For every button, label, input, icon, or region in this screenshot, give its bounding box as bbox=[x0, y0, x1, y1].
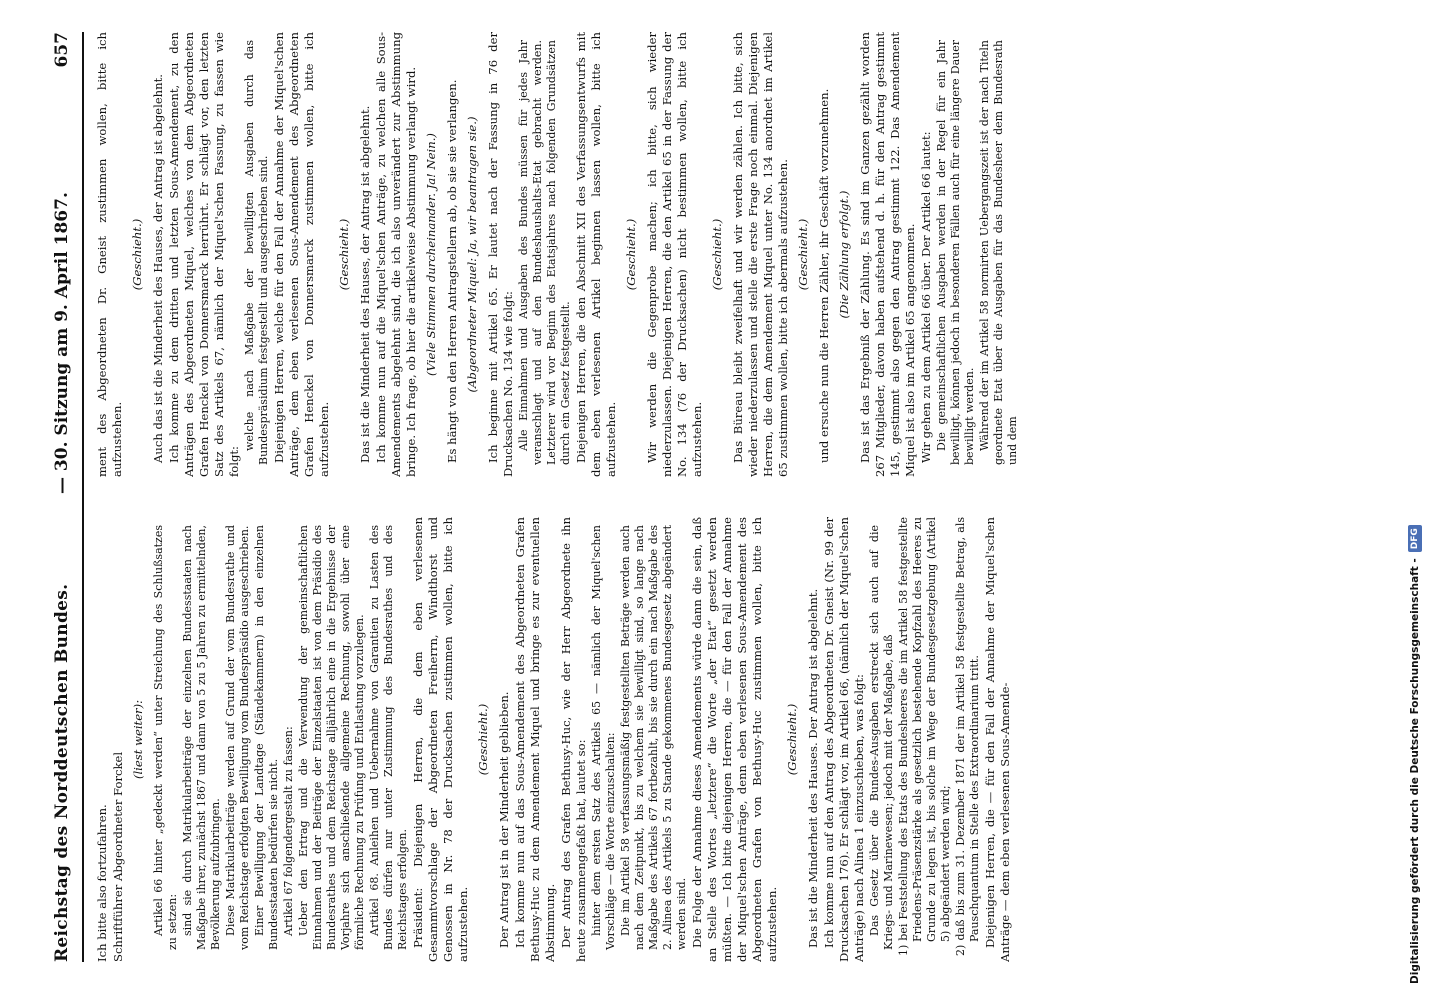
quoted-text: Alle Einnahmen und Ausgaben des Bundes müssen für jedes Jahr veranschlagt und auf den Bundeshaushalts-Etat gebracht werden. Letzterer wird vor Beginn des Etatsjahres nach folgenden Grundsätzen durch ein Gesetz festgestellt. bbox=[517, 40, 572, 465]
stage-direction: (Die Zählung erfolgt.) bbox=[837, 190, 851, 319]
paragraph: Diejenigen Herren, die — für den Fall der Annahme der Miquel'schen Anträge — dem eben verlesenen Sous-Amende- bbox=[983, 517, 1012, 962]
paragraph: Ich beginne mit Artikel 65. Er lautet nach der Fassung in 76 der Drucksachen No. 134 wie folgt: bbox=[486, 32, 515, 477]
paragraph: Es hängt von den Herren Antragstellern ab, ob sie sie verlangen. bbox=[445, 79, 459, 463]
quoted-text: Ueber den Ertrag und die Verwendung der gemeinschaftlichen Einnahmen und der Beiträge der Einzelstaaten ist von dem Präsidio des Bundesrathes und dem Reichstage alljährlich eine in die Ergebnisse der Vorjahre sich anschließende allgemeine Rechnung, sowohl über eine förmliche Rechnung zu Prüfung und Entlastung vorzulegen. bbox=[297, 525, 366, 950]
paragraph: Diejenigen Herren, welche für den Fall der Annahme der Miquel'schen Anträge, dem eben verlesenen Sous-Amendement des Abgeordneten Grafen Henckel von Donnersmarck zustimmen wollen, bitte ich aufzustehen. bbox=[272, 32, 331, 477]
stage-direction: (Geschieht.) bbox=[476, 703, 490, 776]
paragraph: Die Folge der Annahme dieses Amendements würde dann die sein, daß an Stelle des Wortes „letztere“ die Worte „der Etat“ gesetzt werden müßten. — Ich bitte diejenigen Herren, die — für den Fall der Annahme der Miquel'schen Anträge, denn eben verlesenen Sous-Amendement des Abgeordneten Grafen von Bethusy-Huc zustimmen wollen, bitte ich aufzustehen. bbox=[690, 517, 779, 962]
paragraph: Auch das ist die Minderheit des Hauses, der Antrag ist abgelehnt. bbox=[151, 74, 165, 463]
stage-direction: (Geschieht.) bbox=[796, 218, 810, 291]
quoted-text: Das Gesetz über die Bundes-Ausgaben erstreckt sich auch auf die Kriegs- und Marinewesen; jedoch mit der Maßgabe, daß bbox=[868, 525, 895, 950]
paragraph: ment des Abgeordneten Dr. Gneist zustimmen wollen, bitte ich aufzustehen. bbox=[95, 32, 124, 477]
paragraph: Ich komme nun auf die Miquel'schen Anträge, zu welchen alle Sous-Amendements abgelehnt sind, die ich also unverändert zur Abstimmung bringe. Ich frage, ob hier die artikelweise Abstimmung verlangt wird. bbox=[374, 32, 418, 477]
paragraph: Ich komme zu dem dritten und letzten Sous-Amendement, zu den Anträgen des Abgeordneten Miquel, welches von dem Abgeordneten Grafen Henckel von Donnersmarck herrührt. Er schlägt vor, den letzten Satz des Artikels 67, nämlich der Miquel'schen Fassung, zu fassen wie folgt: bbox=[167, 32, 241, 477]
paragraph: Der Antrag ist in der Minderheit geblieben. bbox=[497, 691, 511, 948]
quoted-text: Die gemeinschaftlichen Ausgaben werden in der Regel für ein Jahr bewilligt, können jedoch in besonderen Fällen auch für eine längere Dauer bewilligt werden. bbox=[935, 40, 976, 465]
stamp-label: Digitalisierung gefördert durch die Deutsche Forschungsgemeinschaft - bbox=[1409, 558, 1421, 984]
paragraph: Schriftführer Abgeordneter Forckel bbox=[111, 751, 125, 962]
paragraph: Wir gehen zu dem Artikel 66 über. Der Artikel 66 lautet: bbox=[919, 131, 933, 463]
quoted-text: hinter dem ersten Satz des Artikels 65 — nämlich der Miquel'schen Vorschläge — die Worte einzuschalten: bbox=[590, 525, 617, 950]
digitization-stamp bbox=[1403, 10, 1427, 990]
paragraph: Das ist die Minderheit des Hauses. Der Antrag ist abgelehnt. bbox=[806, 588, 820, 948]
quoted-text: Diese Matrikularbeiträge werden auf Grund der vom Bundesrathe und vom Reichstage erfolgten Bewilligung vom Bundespräsidio ausgeschrieben. bbox=[224, 525, 251, 950]
paragraph: Das ist das Ergebniß der Zählung. Es sind im Ganzen gezählt worden 267 Mitglieder, davon haben aufstehend d. h. für den Antrag gestimmt 145, gestimmt also gegen den Antrag gestimmt 122. Das Amendement Miquel ist also im Artikel 65 angenommen. bbox=[858, 32, 917, 477]
dfg-logo: DFG bbox=[1408, 525, 1422, 552]
paragraph: Wir werden die Gegenprobe machen; ich bitte, sich wieder niederzulassen. Diejenigen Herren, die den Artikel 65 in der Fassung der No. 134 (76 der Drucksachen) nicht bestimmen wollen, bitte ich aufzustehen. bbox=[645, 32, 704, 477]
paragraph: Ich bitte also fortzufahren. bbox=[95, 804, 109, 962]
text-column-right bbox=[95, 32, 1350, 477]
quoted-text: 1) bei Feststellung des Etats des Bundesheeres die im Artikel 58 festgestellte Friedens-Präsenzstärke als gesetzlich bestehende Kopfzahl des Heeres zu Grunde zu legen ist, bis solche im Wege der Bundesgesetzgebung (Artikel 5) abgeändert werden wird; bbox=[897, 517, 952, 956]
stage-direction: (Geschieht.) bbox=[337, 218, 351, 291]
quoted-text: Artikel 68. Anleihen und Uebernahme von Garantien zu Lasten des Bundes dürfen nur unter Zustimmung des Bundesrathes und des Reichstages erfolgen. bbox=[368, 525, 409, 950]
paragraph: Das Büreau bleibt zweifelhaft und wir werden zählen. Ich bitte, sich wieder niederzulassen und stelle die erste Frage noch einmal. Diejenigen Herren, die dem Amendement Miquel unter No. 134 anordnet im Artikel 65 zustimmen wollen, bitte ich abermals aufzustehen. bbox=[731, 32, 790, 477]
running-head bbox=[52, 32, 80, 962]
page-number: 657 bbox=[52, 32, 72, 68]
stage-direction: (Geschieht.) bbox=[785, 703, 799, 776]
text-column-left bbox=[95, 517, 1350, 962]
stage-direction: (Geschieht.) bbox=[710, 218, 724, 291]
paragraph: Ich komme nun auf das Sous-Amendement des Abgeordneten Grafen Bethusy-Huc zu dem Amendement Miquel und bringe es zur eventuellen Abstimmung. bbox=[513, 517, 557, 962]
paragraph: und ersuche nun die Herren Zähler, ihr Geschäft vorzunehmen. bbox=[817, 88, 831, 463]
stage-direction: (Abgeordneter Miquel: Ja, wir beantragen sie.) bbox=[465, 116, 479, 393]
quoted-text: Artikel 67 folgendergestalt zu fassen: bbox=[282, 726, 295, 936]
stage-direction: (Geschieht.) bbox=[130, 218, 144, 291]
paragraph: Ich komme nun auf den Antrag des Abgeordneten Dr. Gneist (Nr. 99 der Drucksachen 176). Er schlägt vor, im Artikel 66, (nämlich der Miquel'schen Anträge) nach Alinea 1 einzuschieben, was folgt: bbox=[822, 517, 866, 962]
paragraph: Das ist die Minderheit des Hauses, der Antrag ist abgelehnt. bbox=[358, 105, 372, 463]
quoted-text: sind sie durch Matrikularbeiträge der einzelnen Bundesstaaten nach Maßgabe ihrer, zunächst 1867 und dann von 5 zu 5 Jahren zu ermittelnden, Bevölkerung aufzubringen. bbox=[181, 525, 222, 950]
quoted-text: 2) daß bis zum 31. Dezember 1871 der im Artikel 58 festgestellte Betrag, als Pauschquantum in Stelle des Extraordinarium tritt. bbox=[954, 517, 981, 956]
paragraph: Der Antrag des Grafen Bethusy-Huc, wie der Herr Abgeordnete ihn heute zusammengefaßt hat, lautet so: bbox=[559, 517, 588, 962]
stage-direction: (Viele Stimmen durcheinander. Ja! Nein.) bbox=[424, 133, 438, 376]
stage-direction: (liest weiter): bbox=[131, 699, 145, 780]
quoted-text: Während der im Artikel 58 normirten Uebergangszeit ist der nach Titeln geordnete Etat über die Ausgaben für das Bundesheer dem Bundesrath und dem bbox=[978, 40, 1019, 465]
header-title: Reichstag des Norddeutschen Bundes. bbox=[52, 583, 72, 962]
header-rule bbox=[82, 32, 84, 962]
stage-direction: (Geschieht.) bbox=[624, 218, 638, 291]
paragraph: Diejenigen Herren, die den Abschnitt XII des Verfassungsentwurfs mit dem eben verlesenen Artikel beginnen lassen wollen, bitte ich aufzustehen. bbox=[574, 32, 618, 477]
stamp-text bbox=[1403, 4, 1427, 990]
quoted-text: Artikel 66 hinter „gedeckt werden“ unter Streichung des Schlußsatzes zu setzen: bbox=[152, 525, 179, 950]
quoted-text: Einer Bewilligung der Landtage (Ständekammern) in den einzelnen Bundesstaaten bedürfen sie nicht. bbox=[253, 525, 280, 950]
quoted-text: Die im Artikel 58 verfassungsmäßig festgestellten Beträge werden auch nach dem Zeitpunkt, bis zu welchem sie bewilligt sind, so lange nach Maßgabe des Artikels 67 fortbezahlt, bis sie durch ein nach Maßgabe des 2. Alinea des Artikels 5 zu Stande gekommenes Bundesgesetz abgeändert werden sind. bbox=[619, 525, 688, 950]
header-session: — 30. Sitzung am 9. April 1867. bbox=[52, 192, 72, 494]
quoted-text: welche nach Maßgabe der bewilligten Ausgaben durch das Bundespräsidium festgestellt und ausgeschrieben sind. bbox=[243, 40, 270, 465]
paragraph: Präsident: Diejenigen Herren, die dem eben verlesenen Gesammtvorschlage der Abgeordneten Freiherrn, Windthorst und Genossen in Nr. 78 der Drucksachen zustimmen wollen, bitte ich aufzustehen. bbox=[411, 517, 470, 962]
